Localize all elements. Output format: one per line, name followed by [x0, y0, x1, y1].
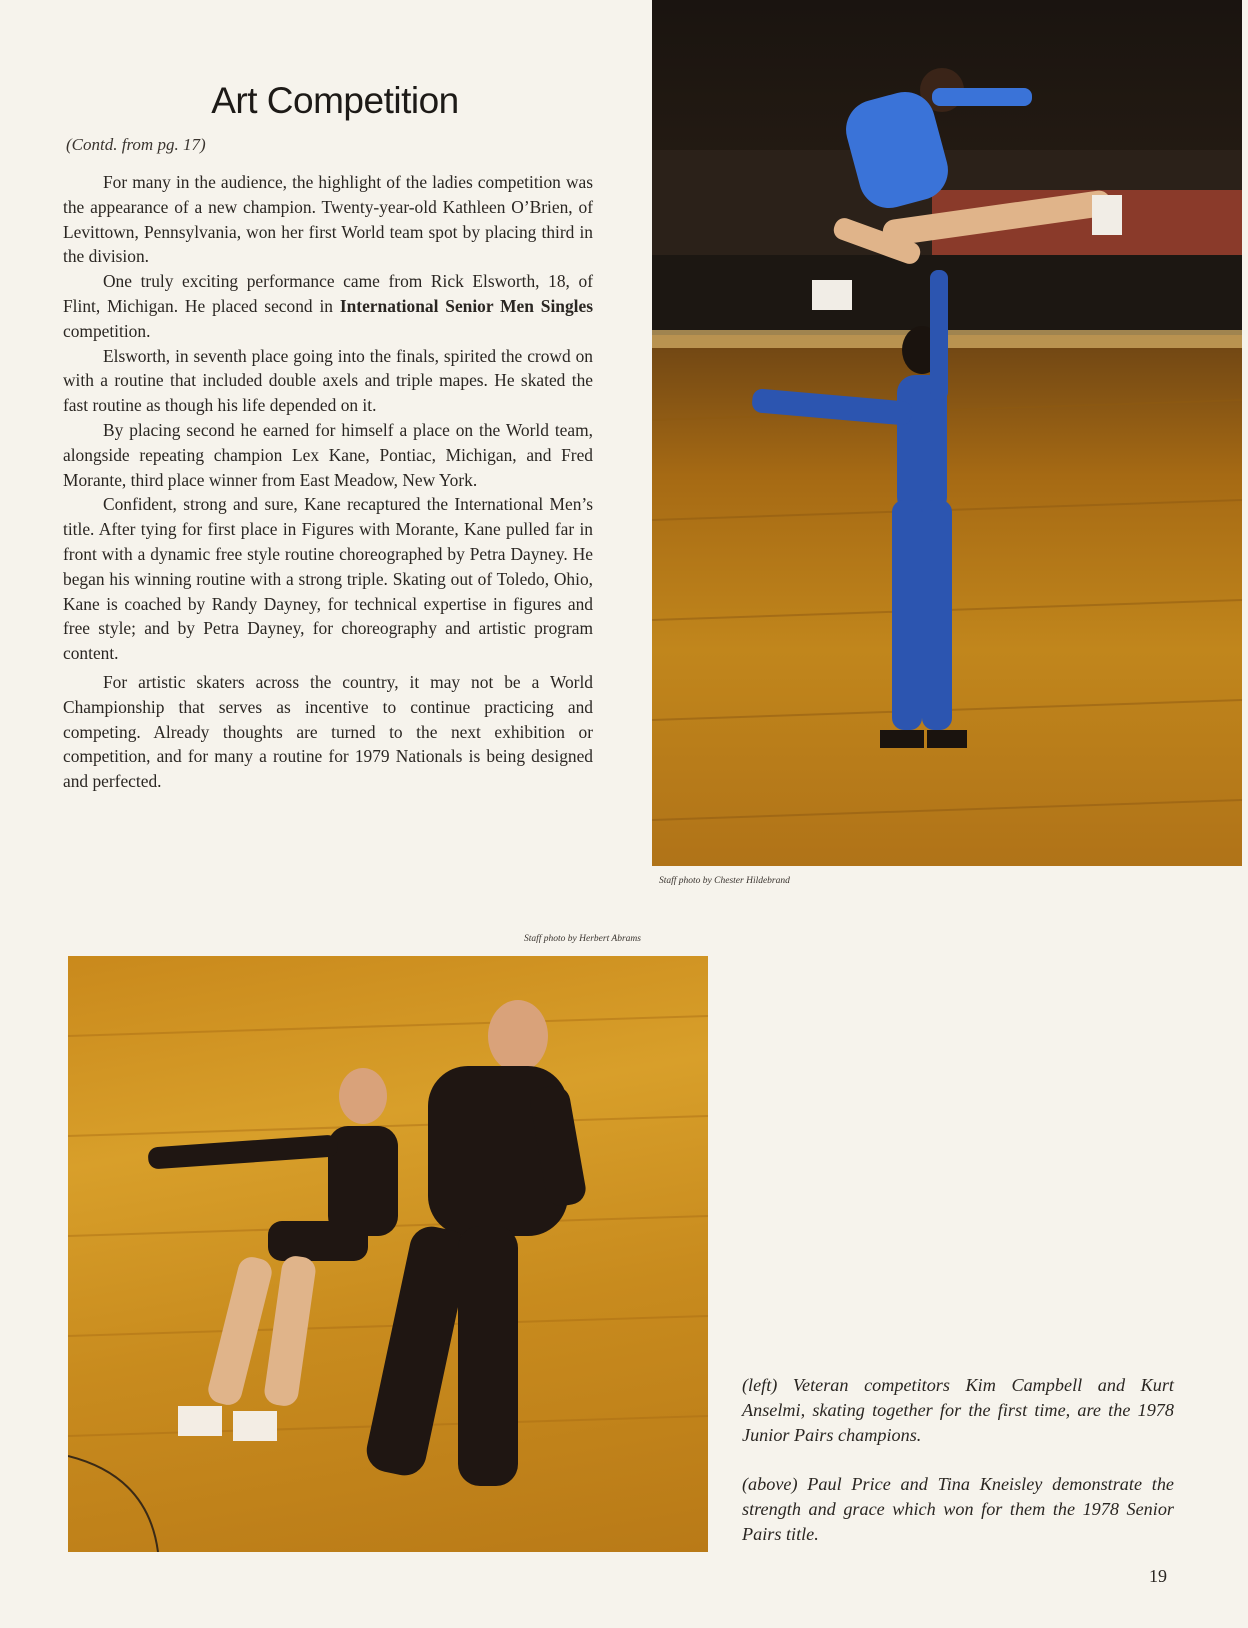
rink-circle-line	[68, 1456, 158, 1552]
photo-credit-top: Staff photo by Chester Hildebrand	[659, 876, 790, 886]
paragraph-5: Confident, strong and sure, Kane recaptured the International Men’s title. After tying for first place in Figures with Morante, Kane pulled far in front with a dynamic free style routine choreographed by Petra Dayney. He began his winning routine with a strong triple. Skating out of Toledo, Ohio, Kane is coached by Randy Dayney, for technical expertise in figures and free style; and by Petra Dayney, for choreography and artistic program content.	[63, 494, 593, 664]
continued-note: (Contd. from pg. 17)	[66, 135, 206, 154]
paragraph-3: Elsworth, in seventh place going into the finals, spirited the crowd on with a routine that included double axels and triple mapes. He skated the fast routine as though his life depended on it.	[63, 345, 593, 416]
paragraph-2-start: One truly exciting performance came from Rick Elsworth, 18, of Flint, Michigan. He placed second in	[63, 271, 593, 316]
photo-pairs-lift	[652, 0, 1242, 866]
caption-above: (above) Paul Price and Tina Kneisley demonstrate the strength and grace which won for them the 1978 Senior Pairs title.	[742, 1474, 1174, 1544]
paragraph-6: For artistic skaters across the country, it may not be a World Championship that serves as incentive to continue practicing and competing. Already thoughts are turned to the next exhibition or competition, and for many a routine for 1979 Nationals is being designed and perfected.	[63, 671, 593, 792]
photo-pairs-lift-illustration	[652, 0, 1242, 866]
paragraph-2	[63, 269, 593, 343]
paragraph-2-bold: International Senior Men Singles	[339, 295, 593, 316]
article-body	[63, 170, 593, 794]
article-title: Art Competition	[211, 80, 459, 121]
caption-left: (left) Veteran competitors Kim Campbell and Kurt Anselmi, skating together for the first time, are the 1978 Junior Pairs champions.	[742, 1375, 1174, 1445]
male-skater	[363, 1000, 588, 1486]
paragraph-2-end: competition.	[63, 320, 151, 341]
photo-credit-bottom: Staff photo by Herbert Abrams	[524, 934, 641, 944]
paragraph-4: By placing second he earned for himself a place on the World team, alongside repeating champion Lex Kane, Pontiac, Michigan, and Fred Morante, third place winner from East Meadow, New York.	[63, 419, 593, 490]
photo-junior-pairs	[68, 956, 708, 1552]
photo-junior-pairs-illustration	[68, 956, 708, 1552]
female-skater	[147, 1068, 398, 1441]
paragraph-1: For many in the audience, the highlight of the ladies competition was the appearance of a new champion. Twenty-year-old Kathleen O’Brien, of Levittown, Pennsylvania, won her first World team spot by placing third in the division.	[63, 172, 593, 267]
page-number: 19	[1149, 1566, 1167, 1586]
